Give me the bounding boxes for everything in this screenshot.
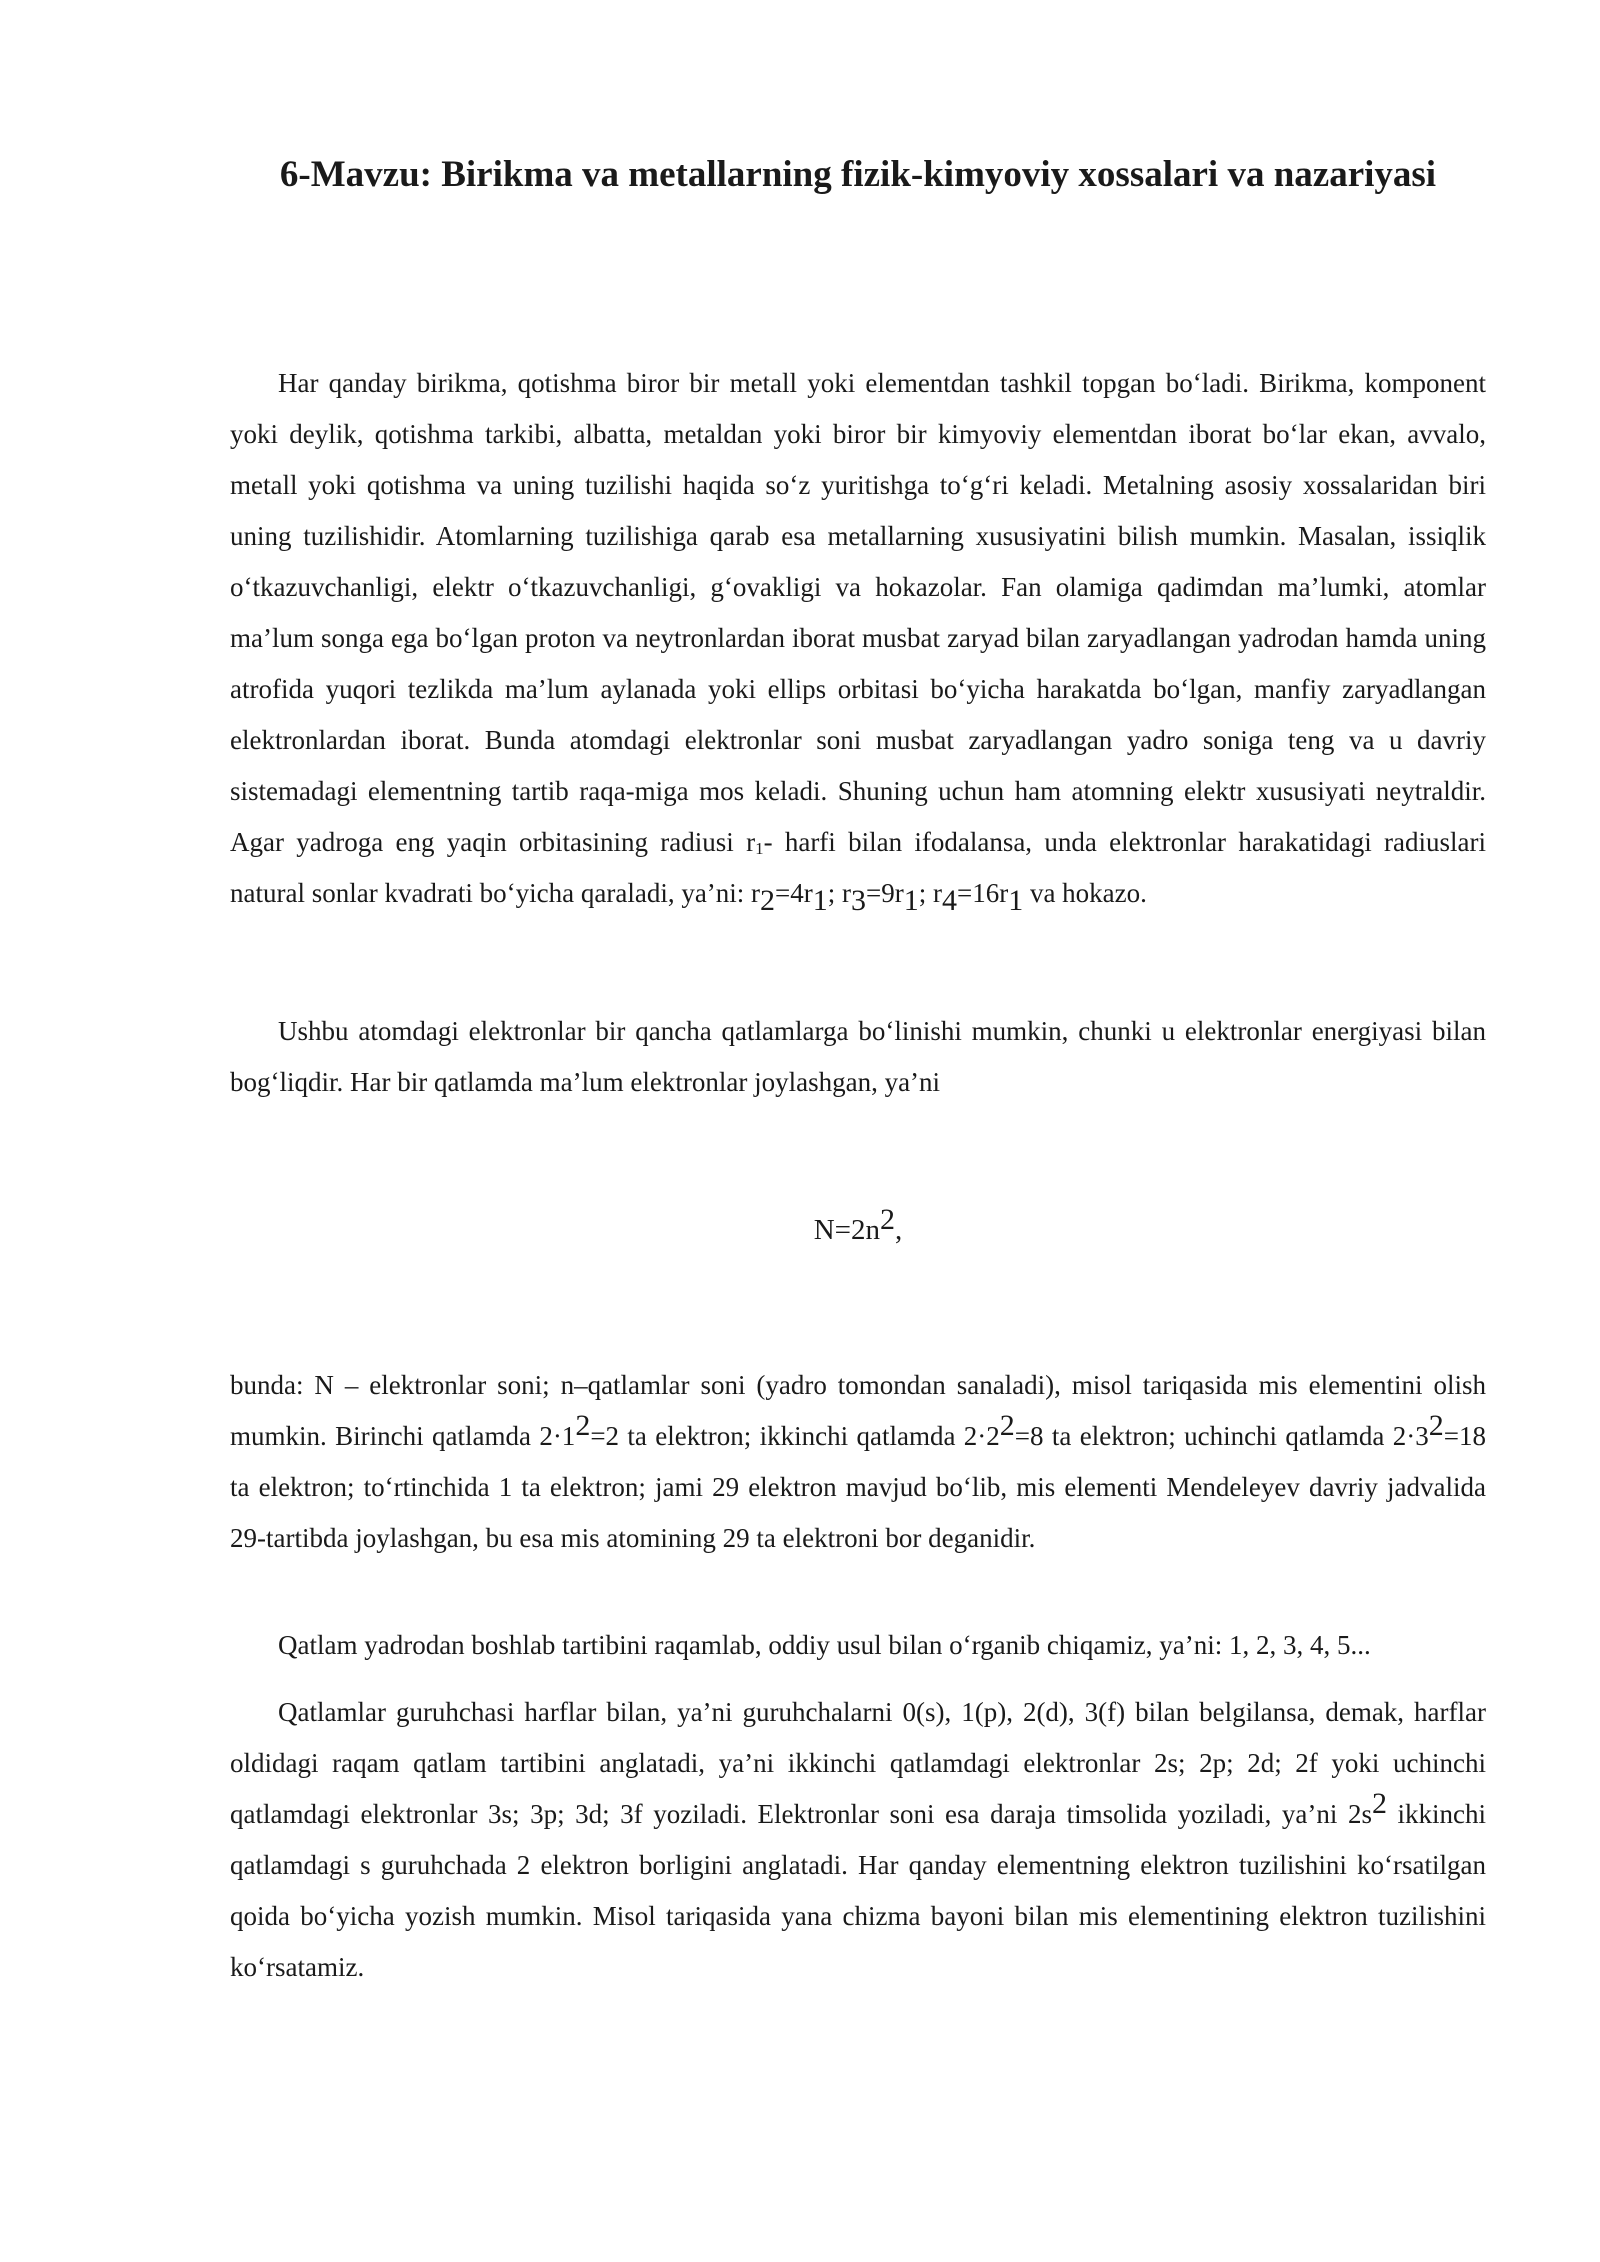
paragraph-text: - harfi bilan ifodalansa, unda elektronlar harakatidagi radiuslari natural sonlar kvadrati bo‘yicha qaraladi, ya’ni: r [230, 827, 1486, 908]
superscript: 2 [1371, 1787, 1387, 1820]
paragraph-electron-layers: Ushbu atomdagi elektronlar bir qancha qatlamlarga bo‘linishi mumkin, chunki u elektronlar energiyasi bilan bog‘liqdir. Har bir qatlamda ma’lum elektronlar joylashgan, ya’ni [230, 1016, 1486, 1097]
subscript: 1 [812, 884, 828, 917]
subscript: 1 [903, 884, 919, 917]
paragraph-formula-explanation [230, 1360, 1486, 1564]
paragraph-text: bunda: N – elektronlar soni; n–qatlamlar soni (yadro tomondan sanaladi), misol tariqasida mis elementini olish mumkin. Birinchi qatlamda 2·1 [230, 1370, 1486, 1451]
paragraph-text: Qatlamlar guruhchasi harflar bilan, ya’ni guruhchalarni 0(s), 1(p), 2(d), 3(f) bilan belgilansa, demak, harflar oldidagi raqam qatlam tartibini anglatadi, ya’ni ikkinchi qatlamdagi elektronlar 2s; 2p; 2d; 2f yoki uchinchi qatlamdagi elektronlar 3s; 3p; 3d; 3f yoziladi. Elektronlar soni esa daraja timsolida yoziladi, ya’ni 2s [230, 1697, 1486, 1829]
superscript: 2 [999, 1409, 1015, 1442]
paragraph-text: Har qanday birikma, qotishma biror bir metall yoki elementdan tashkil topgan bo‘ladi. Birikma, komponent yoki deylik, qotishma tarkibi, albatta, metaldan yoki biror bir kimyoviy elementdan iborat bo‘lar ekan, avvalo, metall yoki qotishma va uning tuzilishi haqida so‘z yuritishga to‘g‘ri keladi. Metalning asosiy xossalaridan biri uning tuzilishidir. Atomlarning tuzilishiga qarab esa metallarning xususiyatini bilish mumkin. Masalan, issiqlik o‘tkazuvchanligi, elektr o‘tkazuvchanligi, g‘ovakligi va hokazolar. Fan olamiga qadimdan ma’lumki, atomlar ma’lum songa ega bo‘lgan proton va neytronlardan iborat musbat zaryad bilan zaryadlangan yadrodan hamda uning atrofida yuqori tezlikda ma’lum aylanada yoki ellips orbitasi bo‘yicha harakatda bo‘lgan, manfiy zaryadlangan elektronlardan iborat. Bunda atomdagi elektronlar soni musbat zaryadlangan yadro soniga teng va u davriy sistemadagi elementning tartib raqa-miga mos keladi. Shuning uchun ham atomning elektr xususiyati neytraldir. Agar yadroga eng yaqin orbitasining radiusi r [230, 368, 1486, 857]
subscript: 2 [760, 884, 776, 917]
formula-tail: , [895, 1214, 903, 1246]
paragraph-atom-structure [230, 358, 1486, 919]
paragraph-text: =2 ta elektron; ikkinchi qatlamda 2·2 [590, 1421, 1000, 1451]
paragraph-text: =18 ta elektron; to‘rtinchida 1 ta elektron; jami 29 elektron mavjud bo‘lib, mis elementi Mendeleyev davriy jadvalida 29-tartibda joylashgan, bu esa mis atomining 29 ta elektroni bor deganidir. [230, 1421, 1486, 1553]
paragraph-text: va hokazo. [1023, 878, 1147, 908]
subscript: 3 [851, 884, 867, 917]
subscript: 1 [1008, 884, 1024, 917]
subscript: 1 [755, 839, 764, 858]
paragraph-text: =8 ta elektron; uchinchi qatlamda 2·3 [1014, 1421, 1429, 1451]
paragraph-text: ikkinchi qatlamdagi s guruhchada 2 elektron borligini anglatadi. Har qanday elementning elektron tuzilishini ko‘rsatilgan qoida bo‘yicha yozish mumkin. Misol tariqasida yana chizma bayoni bilan mis elementining elektron tuzilishini ko‘rsatamiz. [230, 1799, 1486, 1982]
superscript: 2 [575, 1409, 591, 1442]
formula-base: N=2n [813, 1214, 881, 1246]
subscript: 4 [941, 884, 957, 917]
paragraph-layer-numbering: Qatlam yadrodan boshlab tartibini raqamlab, oddiy usul bilan o‘rganib chiqamiz, ya’ni: 1, 2, 3, 4, 5... [278, 1630, 1371, 1660]
paragraph-text: =4r [775, 878, 813, 908]
formula [230, 1205, 1486, 1255]
superscript: 2 [1428, 1409, 1444, 1442]
superscript: 2 [880, 1203, 896, 1236]
paragraph-text: ; r [827, 878, 852, 908]
paragraph-text: =16r [956, 878, 1009, 908]
paragraph-text: =9r [866, 878, 904, 908]
page-title: 6-Mavzu: Birikma va metallarning fizik-kimyoviy xossalari va nazariyasi [279, 154, 1437, 195]
paragraph-text: ; r [918, 878, 942, 908]
paragraph-subshells [230, 1687, 1486, 1993]
